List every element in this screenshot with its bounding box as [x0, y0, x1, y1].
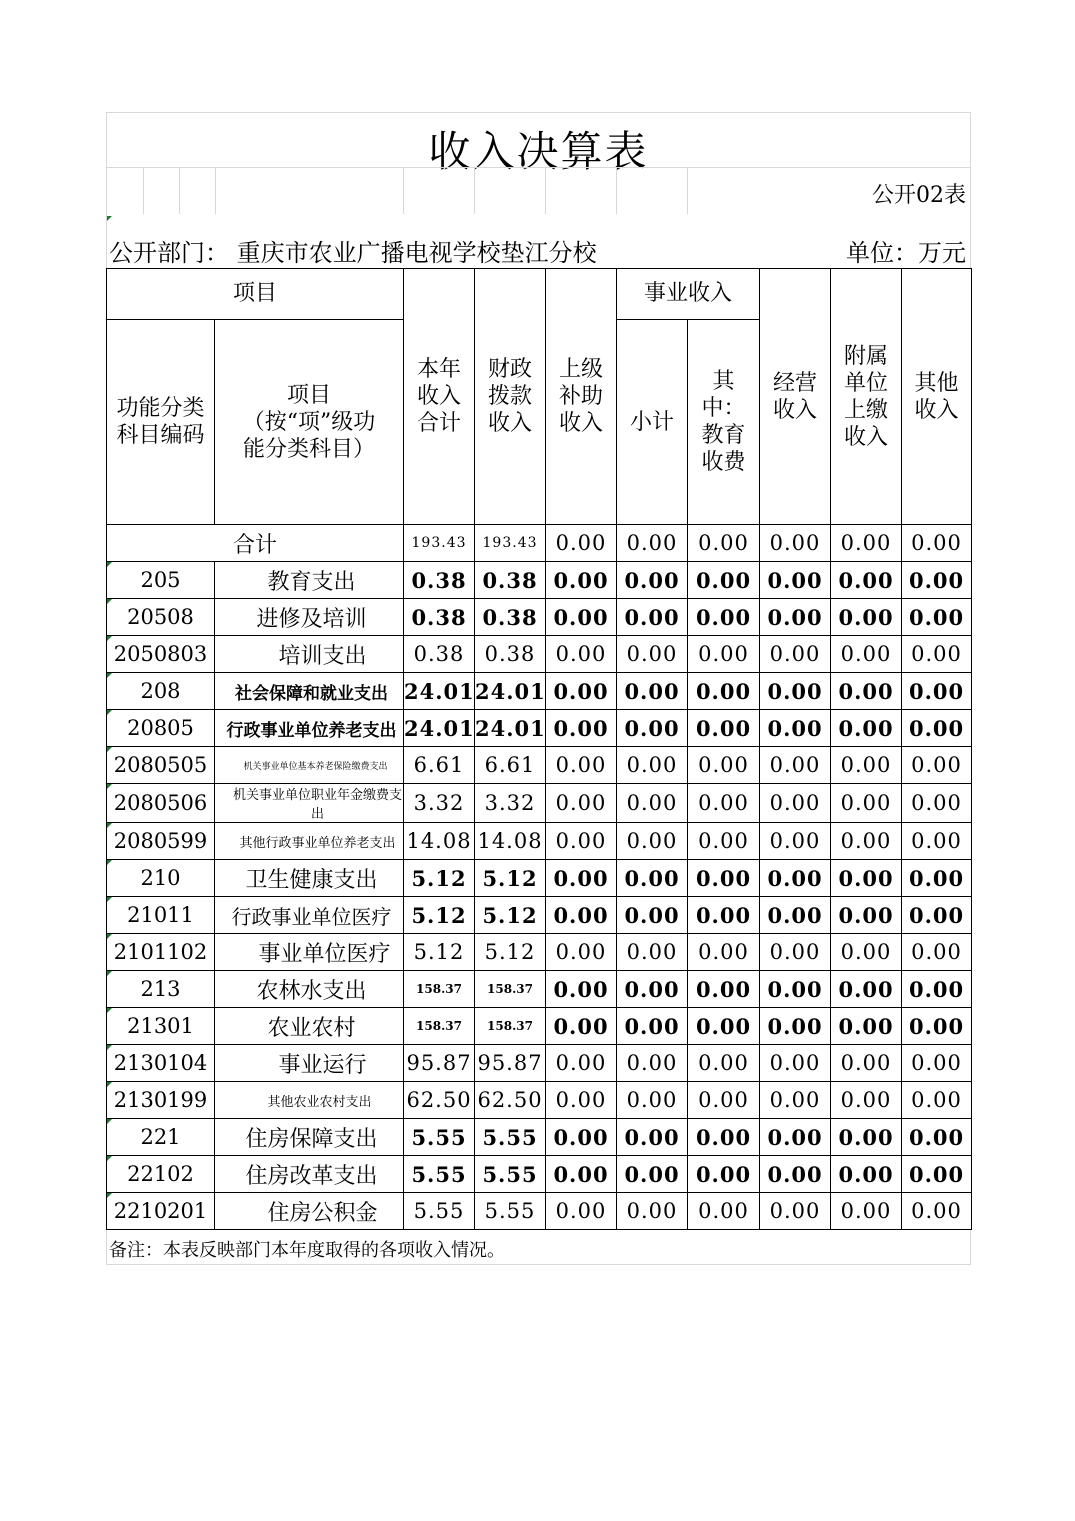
value-cell: 0.00: [760, 673, 831, 710]
value-cell: 5.12: [404, 934, 475, 971]
func-name-cell: 事业单位医疗: [215, 934, 404, 971]
value-cell: 5.55: [404, 1156, 475, 1193]
header-affiliated-text: 附属单位上缴收入: [844, 343, 889, 450]
grid-line: [545, 168, 546, 214]
func-name-cell: 教育支出: [215, 562, 404, 599]
value-cell: 0.00: [688, 710, 760, 747]
cell-marker-icon: [107, 636, 112, 641]
value-cell: 0.00: [760, 784, 831, 823]
header-edu-fee-text: 其中：教育收费: [701, 369, 746, 475]
value-cell: 0.00: [617, 636, 688, 673]
value-cell: 5.55: [475, 1193, 546, 1230]
value-cell: 0.00: [617, 710, 688, 747]
value-cell: 0.00: [546, 860, 617, 897]
value-cell: 0.00: [831, 823, 902, 860]
total-value: 193.43: [475, 525, 546, 562]
grid-line: [474, 168, 475, 214]
page-title: 收入决算表: [428, 127, 649, 176]
grid-line: [215, 168, 216, 214]
cell-marker-icon: [107, 599, 112, 604]
value-cell: 14.08: [404, 823, 475, 860]
value-cell: 0.00: [831, 562, 902, 599]
func-name-cell: 进修及培训: [215, 599, 404, 636]
value-cell: 0.00: [902, 1119, 972, 1156]
table-row: [107, 710, 972, 747]
value-cell: 5.55: [475, 1156, 546, 1193]
value-cell: 0.00: [902, 562, 972, 599]
income-table: [106, 268, 972, 1230]
title-row: [106, 112, 971, 176]
value-cell: 0.00: [688, 562, 760, 599]
value-cell: 0.00: [617, 971, 688, 1008]
value-cell: 0.00: [617, 784, 688, 823]
cell-marker-icon: [107, 897, 112, 902]
value-cell: 0.00: [546, 562, 617, 599]
value-cell: 0.00: [902, 784, 972, 823]
value-cell: 0.00: [902, 971, 972, 1008]
value-cell: 0.00: [831, 934, 902, 971]
value-cell: 5.55: [475, 1119, 546, 1156]
cell-marker-icon: [107, 860, 112, 865]
total-value: 0.00: [546, 525, 617, 562]
value-cell: 0.00: [688, 1082, 760, 1119]
func-code-cell: 221: [107, 1119, 215, 1156]
note-text: 备注：本表反映部门本年度取得的各项收入情况。: [109, 1240, 505, 1261]
value-cell: 0.00: [688, 747, 760, 784]
value-cell: 62.50: [404, 1082, 475, 1119]
func-code-cell: 21301: [107, 1008, 215, 1045]
value-cell: 0.00: [760, 971, 831, 1008]
value-cell: 0.00: [546, 784, 617, 823]
value-cell: 3.32: [404, 784, 475, 823]
table-code-row: [106, 167, 971, 214]
table-row: [107, 673, 972, 710]
value-cell: 0.00: [760, 1156, 831, 1193]
table-row: [107, 1119, 972, 1156]
value-cell: 0.00: [546, 934, 617, 971]
value-cell: 0.00: [688, 636, 760, 673]
value-cell: 0.00: [831, 636, 902, 673]
func-code-cell: 2050803: [107, 636, 215, 673]
value-cell: 6.61: [404, 747, 475, 784]
table-row: [107, 860, 972, 897]
value-cell: 0.38: [404, 599, 475, 636]
value-cell: 5.12: [475, 860, 546, 897]
value-cell: 0.00: [831, 1156, 902, 1193]
value-cell: 158.37: [404, 971, 475, 1008]
table-row: [107, 747, 972, 784]
value-cell: 5.12: [475, 897, 546, 934]
value-cell: 0.00: [617, 673, 688, 710]
value-cell: 0.00: [902, 1193, 972, 1230]
value-cell: 14.08: [475, 823, 546, 860]
value-cell: 0.38: [404, 562, 475, 599]
total-value: 0.00: [902, 525, 972, 562]
table-row: [107, 971, 972, 1008]
value-cell: 0.00: [546, 1156, 617, 1193]
table-row: [107, 1045, 972, 1082]
table-row: [107, 897, 972, 934]
value-cell: 5.12: [475, 934, 546, 971]
func-code-cell: 208: [107, 673, 215, 710]
cell-marker-icon: [107, 1082, 112, 1087]
table-row: [107, 1193, 972, 1230]
grid-line: [403, 168, 404, 214]
value-cell: 5.55: [404, 1193, 475, 1230]
value-cell: 0.00: [546, 673, 617, 710]
value-cell: 0.00: [831, 784, 902, 823]
value-cell: 0.00: [688, 934, 760, 971]
value-cell: 0.00: [688, 860, 760, 897]
value-cell: 0.00: [546, 1193, 617, 1230]
func-name-cell: 住房改革支出: [215, 1156, 404, 1193]
value-cell: 0.00: [760, 823, 831, 860]
table-row: [107, 599, 972, 636]
cell-marker-icon: [107, 216, 112, 221]
value-cell: 24.01: [404, 710, 475, 747]
grid-line: [687, 168, 688, 214]
func-name-cell: 社会保障和就业支出: [215, 673, 404, 710]
table-row: [107, 1082, 972, 1119]
value-cell: 0.00: [760, 747, 831, 784]
cell-marker-icon: [107, 710, 112, 715]
value-cell: 0.00: [902, 860, 972, 897]
note-row: [106, 1230, 971, 1265]
value-cell: 6.61: [475, 747, 546, 784]
grid-line: [143, 168, 144, 214]
value-cell: 0.38: [475, 562, 546, 599]
value-cell: 0.00: [831, 897, 902, 934]
value-cell: 0.00: [617, 1045, 688, 1082]
value-cell: 62.50: [475, 1082, 546, 1119]
income-statement-sheet: [106, 112, 971, 1265]
value-cell: 158.37: [475, 971, 546, 1008]
value-cell: 24.01: [475, 710, 546, 747]
value-cell: 24.01: [475, 673, 546, 710]
table-row: [107, 636, 972, 673]
grid-line: [179, 168, 180, 214]
value-cell: 0.00: [902, 747, 972, 784]
value-cell: 0.00: [688, 823, 760, 860]
func-code-cell: 2130104: [107, 1045, 215, 1082]
value-cell: 0.00: [760, 860, 831, 897]
value-cell: 0.00: [831, 710, 902, 747]
header-business: [760, 269, 831, 525]
cell-marker-icon: [107, 673, 112, 678]
header-row-1: [107, 269, 972, 320]
value-cell: 0.00: [688, 1045, 760, 1082]
header-superior-text: 上级补助收入: [559, 357, 604, 436]
value-cell: 0.00: [617, 934, 688, 971]
total-label: 合计: [107, 525, 404, 562]
cell-marker-icon: [107, 1008, 112, 1013]
header-business-text: 经营收入: [773, 370, 818, 423]
value-cell: 0.00: [688, 784, 760, 823]
header-func-name-text: 项目（按“项”级功能分类科目）: [242, 382, 376, 462]
value-cell: 0.00: [831, 971, 902, 1008]
grid-line: [616, 168, 617, 214]
value-cell: 0.00: [760, 562, 831, 599]
value-cell: 0.00: [902, 897, 972, 934]
value-cell: 158.37: [404, 1008, 475, 1045]
value-cell: 0.00: [831, 673, 902, 710]
func-code-cell: 2080506: [107, 784, 215, 823]
value-cell: 0.00: [760, 1082, 831, 1119]
total-value: 0.00: [617, 525, 688, 562]
cell-marker-icon: [107, 971, 112, 976]
func-name-cell: 行政事业单位医疗: [215, 897, 404, 934]
value-cell: 0.00: [546, 897, 617, 934]
func-name-cell: 其他行政事业单位养老支出: [215, 823, 404, 860]
value-cell: 0.00: [546, 747, 617, 784]
table-row: [107, 562, 972, 599]
value-cell: 0.00: [902, 636, 972, 673]
func-name-cell: 事业运行: [215, 1045, 404, 1082]
value-cell: 0.38: [475, 636, 546, 673]
value-cell: 0.00: [831, 1082, 902, 1119]
value-cell: 0.00: [688, 897, 760, 934]
value-cell: 0.00: [688, 1119, 760, 1156]
value-cell: 0.00: [902, 1082, 972, 1119]
func-code-cell: 2080505: [107, 747, 215, 784]
cell-marker-icon: [107, 747, 112, 752]
value-cell: 3.32: [475, 784, 546, 823]
value-cell: 0.00: [831, 1119, 902, 1156]
value-cell: 0.00: [617, 1082, 688, 1119]
header-fiscal-text: 财政拨款收入: [488, 357, 533, 436]
func-name-cell: 住房保障支出: [215, 1119, 404, 1156]
func-code-cell: 2101102: [107, 934, 215, 971]
value-cell: 0.00: [617, 823, 688, 860]
value-cell: 0.00: [688, 1008, 760, 1045]
cell-marker-icon: [107, 934, 112, 939]
total-value: 0.00: [688, 525, 760, 562]
value-cell: 0.38: [475, 599, 546, 636]
value-cell: 0.00: [617, 599, 688, 636]
value-cell: 0.00: [902, 599, 972, 636]
value-cell: 5.12: [404, 897, 475, 934]
table-row: [107, 823, 972, 860]
header-other-text: 其他收入: [914, 370, 959, 423]
header-total: [404, 269, 475, 525]
value-cell: 0.00: [902, 1008, 972, 1045]
cell-marker-icon: [107, 1045, 112, 1050]
value-cell: 0.00: [902, 934, 972, 971]
header-other: [902, 269, 972, 525]
table-code: 公开02表: [872, 183, 966, 208]
header-edu-fee: [688, 320, 760, 525]
value-cell: 0.00: [546, 636, 617, 673]
value-cell: 0.00: [617, 747, 688, 784]
value-cell: 0.00: [688, 673, 760, 710]
value-cell: 0.00: [546, 823, 617, 860]
header-affiliated: [831, 269, 902, 525]
value-cell: 5.12: [404, 860, 475, 897]
value-cell: 0.00: [546, 710, 617, 747]
department-label: 公开部门： 重庆市农业广播电视学校垫江分校: [109, 239, 597, 267]
func-code-cell: 2210201: [107, 1193, 215, 1230]
table-row: [107, 1008, 972, 1045]
value-cell: 0.00: [902, 823, 972, 860]
func-name-cell: 住房公积金: [215, 1193, 404, 1230]
cell-marker-icon: [107, 1156, 112, 1161]
value-cell: 0.00: [831, 1045, 902, 1082]
value-cell: 0.00: [902, 1156, 972, 1193]
value-cell: 0.00: [617, 1156, 688, 1193]
func-code-cell: 205: [107, 562, 215, 599]
value-cell: 0.00: [902, 1045, 972, 1082]
table-row: [107, 1156, 972, 1193]
total-value: 0.00: [831, 525, 902, 562]
total-row: [107, 525, 972, 562]
value-cell: 0.00: [688, 599, 760, 636]
value-cell: 5.55: [404, 1119, 475, 1156]
table-row: [107, 934, 972, 971]
value-cell: 0.38: [404, 636, 475, 673]
value-cell: 95.87: [475, 1045, 546, 1082]
func-code-cell: 213: [107, 971, 215, 1008]
value-cell: 0.00: [760, 897, 831, 934]
header-project: 项目: [107, 269, 404, 320]
header-superior: [546, 269, 617, 525]
value-cell: 0.00: [688, 1193, 760, 1230]
func-code-cell: 21011: [107, 897, 215, 934]
value-cell: 0.00: [760, 1045, 831, 1082]
cell-marker-icon: [107, 1193, 112, 1198]
value-cell: 0.00: [546, 1045, 617, 1082]
value-cell: 0.00: [617, 860, 688, 897]
value-cell: 0.00: [760, 1193, 831, 1230]
value-cell: 24.01: [404, 673, 475, 710]
header-func-code: [107, 320, 215, 525]
func-name-cell: 农业农村: [215, 1008, 404, 1045]
func-name-cell: 农林水支出: [215, 971, 404, 1008]
value-cell: 0.00: [831, 860, 902, 897]
value-cell: 0.00: [546, 1119, 617, 1156]
value-cell: 0.00: [902, 673, 972, 710]
func-code-cell: 210: [107, 860, 215, 897]
value-cell: 0.00: [760, 599, 831, 636]
value-cell: 0.00: [546, 1082, 617, 1119]
header-subtotal: 小计: [617, 320, 688, 525]
value-cell: 0.00: [617, 1119, 688, 1156]
table-row: [107, 784, 972, 823]
value-cell: 158.37: [475, 1008, 546, 1045]
func-name-cell: 机关事业单位基本养老保险缴费支出: [215, 747, 404, 784]
value-cell: 0.00: [688, 971, 760, 1008]
info-row: [106, 214, 971, 268]
func-name-cell: 卫生健康支出: [215, 860, 404, 897]
value-cell: 0.00: [546, 599, 617, 636]
value-cell: 0.00: [617, 1193, 688, 1230]
header-total-text: 本年收入合计: [417, 357, 462, 436]
value-cell: 0.00: [831, 1193, 902, 1230]
func-code-cell: 20805: [107, 710, 215, 747]
value-cell: 0.00: [617, 562, 688, 599]
value-cell: 0.00: [688, 1156, 760, 1193]
header-fiscal: [475, 269, 546, 525]
header-func-name: [215, 320, 404, 525]
value-cell: 0.00: [760, 934, 831, 971]
total-value: 0.00: [760, 525, 831, 562]
func-name-cell: 其他农业农村支出: [215, 1082, 404, 1119]
value-cell: 0.00: [760, 710, 831, 747]
value-cell: 0.00: [831, 747, 902, 784]
cell-marker-icon: [107, 562, 112, 567]
func-name-cell: 行政事业单位养老支出: [215, 710, 404, 747]
func-name-cell: 培训支出: [215, 636, 404, 673]
func-code-cell: 22102: [107, 1156, 215, 1193]
header-func-code-text: 功能分类科目编码: [116, 396, 205, 448]
header-career-income: 事业收入: [617, 269, 760, 320]
value-cell: 0.00: [902, 710, 972, 747]
func-code-cell: 2080599: [107, 823, 215, 860]
cell-marker-icon: [107, 823, 112, 828]
value-cell: 0.00: [546, 1008, 617, 1045]
value-cell: 0.00: [760, 1008, 831, 1045]
value-cell: 0.00: [760, 1119, 831, 1156]
value-cell: 0.00: [617, 897, 688, 934]
value-cell: 95.87: [404, 1045, 475, 1082]
value-cell: 0.00: [831, 1008, 902, 1045]
unit-label: 单位：万元: [846, 239, 966, 267]
value-cell: 0.00: [760, 636, 831, 673]
total-value: 193.43: [404, 525, 475, 562]
value-cell: 0.00: [546, 971, 617, 1008]
func-code-cell: 2130199: [107, 1082, 215, 1119]
cell-marker-icon: [107, 1119, 112, 1124]
func-name-cell: 机关事业单位职业年金缴费支出: [215, 784, 404, 823]
value-cell: 0.00: [831, 599, 902, 636]
cell-marker-icon: [107, 784, 112, 789]
value-cell: 0.00: [617, 1008, 688, 1045]
func-code-cell: 20508: [107, 599, 215, 636]
